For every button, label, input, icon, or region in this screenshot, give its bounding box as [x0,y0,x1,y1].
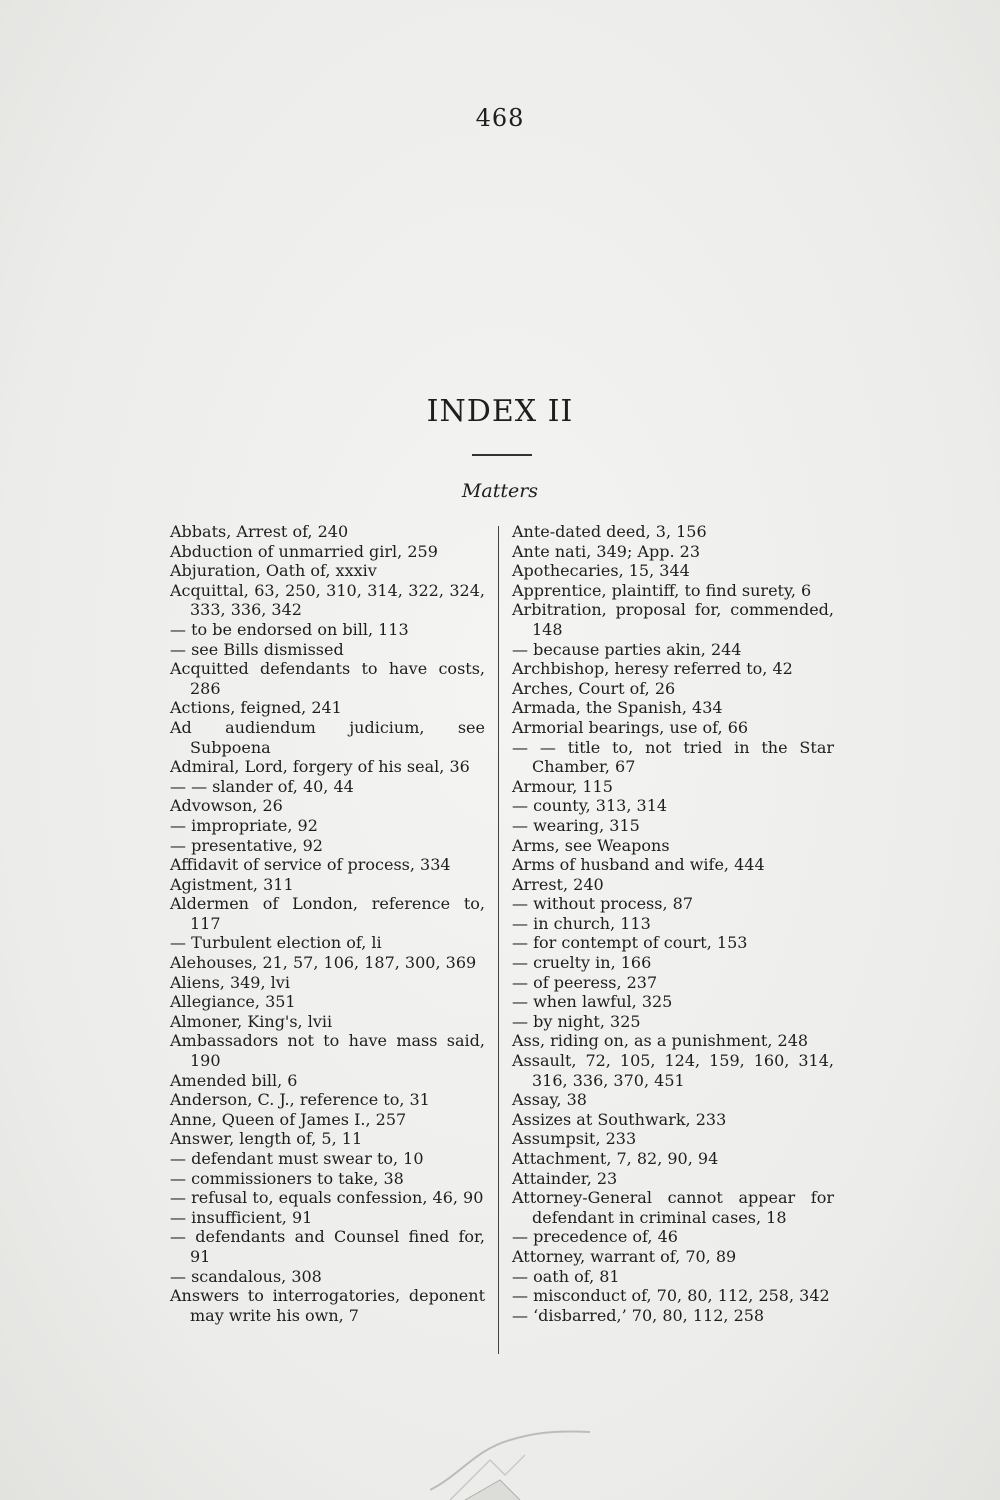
index-entry: Admiral, Lord, forgery of his seal, 36 [170,757,470,777]
index-entry: Ambassadors not to have mass said, 190 [170,1031,485,1071]
index-entry: Attorney-General cannot appear for defendant in criminal cases, 18 [512,1188,834,1227]
index-entry: Archbishop, heresy referred to, 42 [512,659,793,679]
index-entry: Ass, riding on, as a punishment, 248 [512,1031,809,1051]
index-entry: Apprentice, plaintiff, to find surety, 6 [512,580,812,600]
index-entry: — of peeress, 237 [512,972,658,992]
index-entry: Abjuration, Oath of, xxxiv [170,561,377,581]
index-entry: — to be endorsed on bill, 113 [170,619,409,639]
index-entry: Armorial bearings, use of, 66 [512,717,749,737]
index-entry: Actions, feigned, 241 [170,698,342,718]
index-entry: Agistment, 311 [170,874,294,894]
index-entry: — scandalous, 308 [170,1266,322,1286]
index-entry: Affidavit of service of process, 334 [170,855,451,875]
index-entry: Alehouses, 21, 57, 106, 187, 300, 369 [170,953,477,973]
index-entry: — — slander of, 40, 44 [170,776,354,796]
index-entry: Assumpsit, 233 [512,1129,637,1149]
index-entry: Allegiance, 351 [170,992,296,1012]
index-entry: — cruelty in, 166 [512,953,652,973]
index-entry: — wearing, 315 [512,815,640,835]
index-entry: — — title to, not tried in the Star Chamber, 67 [512,737,834,777]
column-divider [498,526,499,1354]
index-entry: — commissioners to take, 38 [170,1168,404,1188]
index-entry: — defendants and Counsel fined for, 91 [170,1227,485,1266]
index-entry: Acquitted defendants to have costs, 286 [170,659,485,698]
index-entry: — oath of, 81 [512,1266,620,1286]
index-entry: — ‘disbarred,’ 70, 80, 112, 258 [512,1305,765,1325]
index-entry: Armour, 115 [512,776,613,796]
index-entry: Aldermen of London, reference to, 117 [170,894,485,933]
index-entry: Arms, see Weapons [512,835,670,855]
index-entry: Ad audiendum judicium, see Subpoena [170,717,485,757]
index-entry: — insufficient, 91 [170,1207,313,1227]
title-rule [472,454,532,456]
index-entry: — refusal to, equals confession, 46, 90 [170,1188,484,1208]
left-column [170,522,485,1325]
page-number: 468 [475,104,525,132]
right-column [512,522,834,1325]
index-entry: Attainder, 23 [512,1168,618,1188]
index-entry: — without process, 87 [512,894,693,914]
index-entry: Answers to interrogatories, deponent may write his own, 7 [170,1286,485,1325]
index-entry: — presentative, 92 [170,835,323,855]
index-entry: — county, 313, 314 [512,796,668,816]
index-entry: Attorney, warrant of, 70, 89 [512,1246,737,1266]
index-entry: — in church, 113 [512,913,651,933]
index-entry: — precedence of, 46 [512,1227,678,1247]
index-entry: — misconduct of, 70, 80, 112, 258, 342 [512,1286,830,1306]
index-entry: — by night, 325 [512,1011,641,1031]
index-entry: Ante nati, 349; App. 23 [512,541,700,561]
index-entry: — because parties akin, 244 [512,639,742,659]
index-entry: Assault, 72, 105, 124, 159, 160, 314, 316, 336, 370, 451 [512,1051,834,1090]
index-entry: — defendant must swear to, 10 [170,1149,424,1168]
index-entry: Amended bill, 6 [170,1070,298,1090]
index-entry: — see Bills dismissed [170,639,344,659]
index-entry: Arrest, 240 [512,874,604,894]
index-entry: Attachment, 7, 82, 90, 94 [512,1149,719,1168]
paper-crease [430,1420,590,1500]
index-entry: Abbats, Arrest of, 240 [170,522,349,541]
index-entry: Assizes at Southwark, 233 [512,1109,727,1129]
index-entry: Anne, Queen of James I., 257 [170,1109,407,1129]
index-entry: Arms of husband and wife, 444 [512,855,765,875]
index-entry: — impropriate, 92 [170,815,318,835]
index-entry: Aliens, 349, lvi [170,972,290,992]
index-entry: Almoner, King's, lvii [170,1011,333,1031]
index-entry: Acquittal, 63, 250, 310, 314, 322, 324, 333, 336, 342 [170,580,485,620]
index-entry: Advowson, 26 [170,796,283,816]
index-entry: Assay, 38 [512,1090,587,1110]
index-entry: Arbitration, proposal for, commended, 148 [512,600,834,639]
index-entry: Answer, length of, 5, 11 [170,1129,363,1149]
index-entry: Armada, the Spanish, 434 [512,698,723,718]
index-entry: — for contempt of court, 153 [512,933,748,953]
index-subtitle: Matters [461,480,539,502]
index-entry: — Turbulent election of, li [170,933,382,953]
index-title: INDEX II [426,394,574,429]
index-entry: Ante-dated deed, 3, 156 [512,522,707,541]
index-entry: Abduction of unmarried girl, 259 [170,541,438,561]
index-entry: Apothecaries, 15, 344 [512,561,690,581]
index-entry: — when lawful, 325 [512,992,673,1012]
index-entry: Anderson, C. J., reference to, 31 [170,1090,430,1110]
index-entry: Arches, Court of, 26 [512,678,676,698]
